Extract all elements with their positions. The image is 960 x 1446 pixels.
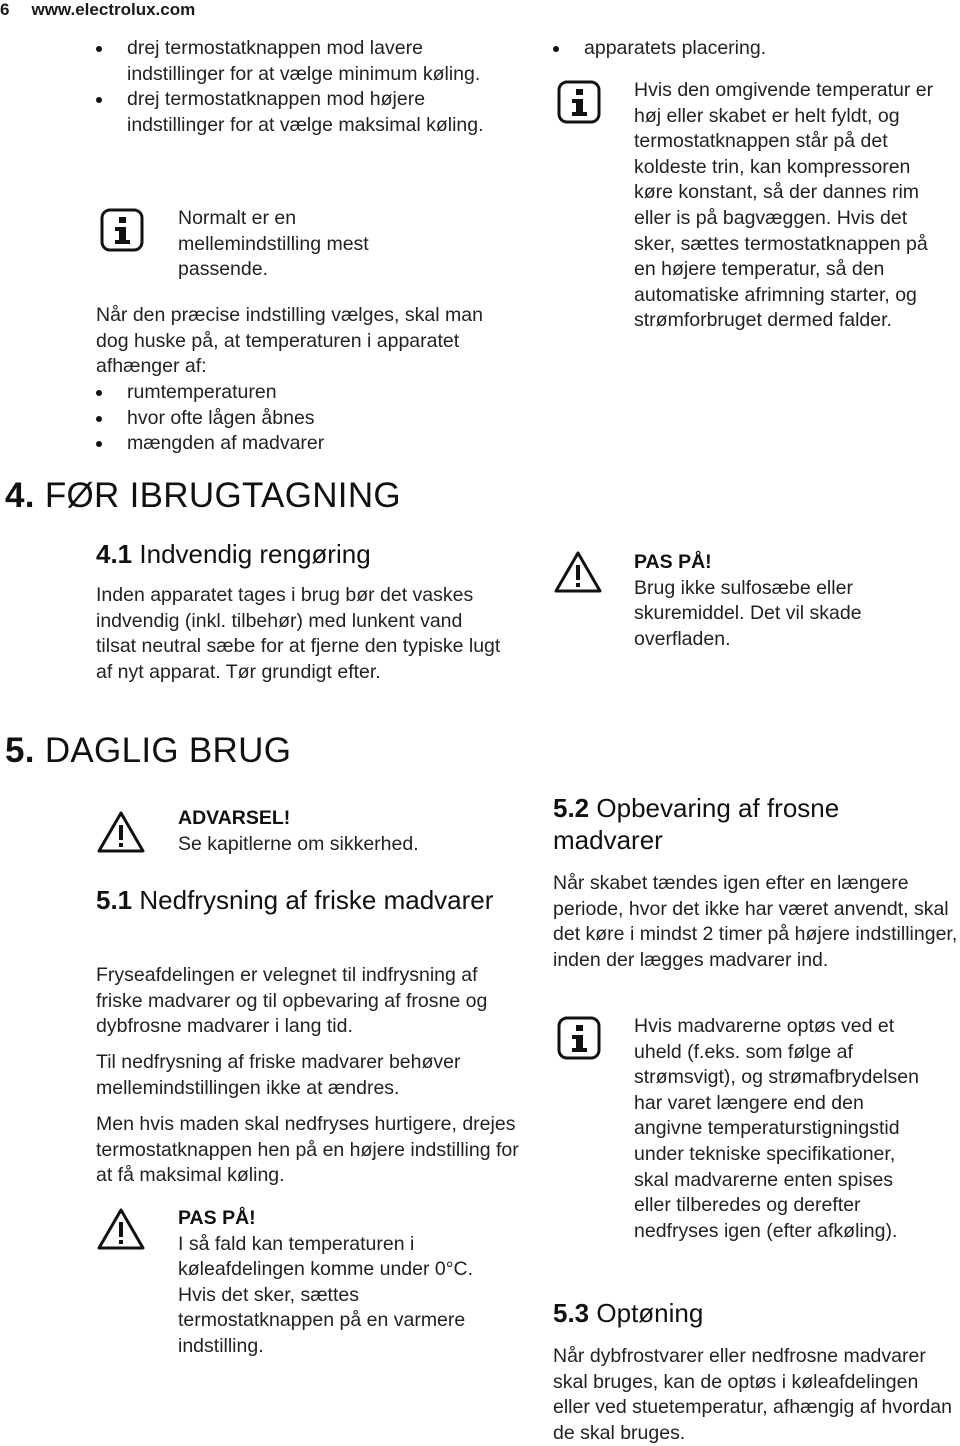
info-icon	[557, 1016, 601, 1065]
cooling-bullets	[96, 36, 486, 138]
info-icon	[100, 208, 144, 257]
caution-title: PAS PÅ!	[634, 551, 712, 573]
placement-bullet	[553, 36, 933, 62]
subsection-5-3-text: Når dybfrostvarer eller nedfrosne madvarer skal bruges, kan de optøs i køleafdelingen eller ved stuetemperatur, afhængig af hvordan de skal bruges.	[553, 1345, 952, 1444]
subsection-5-2-heading: 5.2 Opbevaring af frosne madvarer	[553, 793, 840, 855]
subsection-4-1-heading: 4.1 Indvendig rengøring	[96, 539, 371, 569]
page-number: 6	[0, 0, 10, 19]
section-4-heading: 4. FØR IBRUGTAGNING	[5, 476, 401, 515]
list-item: rumtemperaturen	[96, 380, 486, 406]
list-item: drej termostatknappen mod lavere indstillinger for at vælge minimum køling.	[96, 36, 486, 87]
factor-bullets	[96, 380, 486, 457]
caution-icon	[96, 1207, 146, 1256]
caution-title: PAS PÅ!	[178, 1207, 256, 1229]
paragraph-intro: Når den præcise indstilling vælges, skal man dog huske på, at temperaturen i apparatet afhænger af:	[96, 304, 483, 378]
warning-block	[178, 806, 498, 857]
info-note-high-temperature: Hvis den omgivende temperatur er høj eller skabet er helt fyldt, og termostatknappen står på det koldeste trin, kan kompressoren køre konstant, så der dannes rim eller is på bagvæggen. Hvis det sker, sættes termostatknappen på en højere temperatur, så den automatiske afrimning starter, og strømforbruget dermed falder.	[634, 79, 934, 332]
caution-block	[634, 550, 914, 652]
section-5-heading: 5. DAGLIG BRUG	[5, 731, 292, 770]
list-item: hvor ofte lågen åbnes	[96, 406, 486, 432]
subsection-5-2-text: Når skabet tændes igen efter en længere periode, hvor det ikke har været anvendt, skal det køre i mindst 2 timer på højere indstillinger, inden der lægges madvarer ind.	[553, 872, 958, 971]
caution-text: Brug ikke sulfosæbe eller skuremiddel. Det vil skade overfladen.	[634, 576, 862, 650]
warning-title: ADVARSEL!	[178, 807, 291, 829]
page-header	[0, 0, 217, 20]
subsection-5-3-heading: 5.3 Optøning	[553, 1298, 704, 1328]
list-item: mængden af madvarer	[96, 431, 486, 457]
info-icon	[557, 80, 601, 129]
subsection-5-1-para-3: Men hvis maden skal nedfryses hurtigere, drejes termostatknappen hen på en højere indstilling for at få maksimal køling.	[96, 1113, 519, 1187]
warning-text: Se kapitlerne om sikkerhed.	[178, 832, 419, 855]
info-note-thawed-food: Hvis madvarerne optøs ved et uheld (f.eks. som følge af strømsvigt), og strømafbrydelsen har varet længere end den angivne temperaturstigningstid under tekniske specifikationer, skal madvarerne enten spises eller tilberedes og derefter nedfryses igen (efter afkøling).	[634, 1015, 919, 1242]
subsection-5-1-para-2: Til nedfrysning af friske madvarer behøver mellemindstillingen ikke at ændres.	[96, 1051, 461, 1099]
caution-block	[178, 1206, 478, 1360]
info-note-mid-setting: Normalt er en mellemindstilling mest passende.	[178, 207, 369, 281]
subsection-5-1-heading: 5.1 Nedfrysning af friske madvarer	[96, 885, 494, 915]
list-item: drej termostatknappen mod højere indstillinger for at vælge maksimal køling.	[96, 87, 486, 138]
site-url: www.electrolux.com	[31, 0, 196, 19]
subsection-5-1-para-1: Fryseafdelingen er velegnet til indfrysning af friske madvarer og til opbevaring af frosne og dybfrosne madvarer i lang tid.	[96, 964, 488, 1038]
list-item: apparatets placering.	[553, 36, 933, 62]
caution-text: I så fald kan temperaturen i køleafdelingen komme under 0°C. Hvis det sker, sættes termostatknappen på en varmere indstilling.	[178, 1232, 474, 1357]
warning-icon	[96, 810, 146, 859]
subsection-4-1-text: Inden apparatet tages i brug bør det vaskes indvendig (inkl. tilbehør) med lunkent vand tilsat neutral sæbe for at fjerne den typiske lugt af nyt apparat. Tør grundigt efter.	[96, 584, 501, 683]
caution-icon	[553, 550, 603, 599]
